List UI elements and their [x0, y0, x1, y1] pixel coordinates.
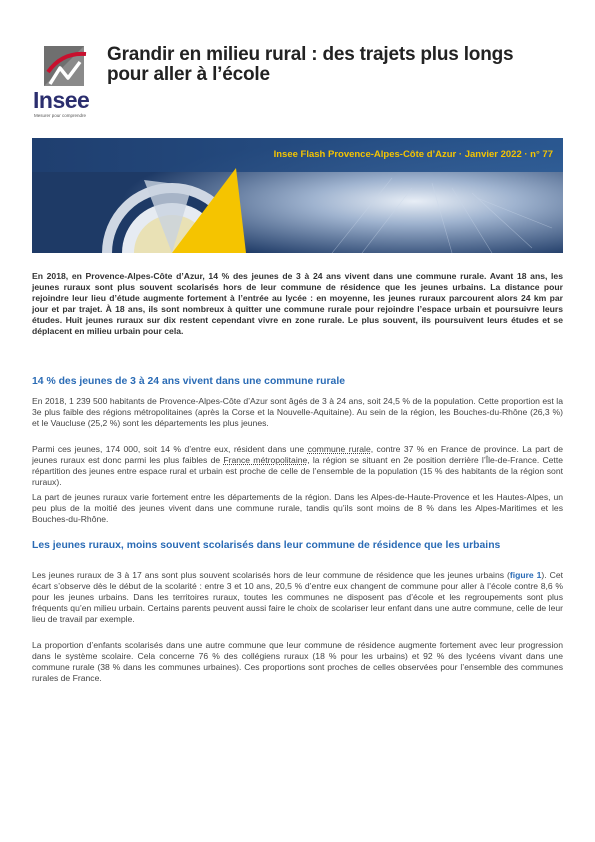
text: Parmi ces jeunes, 174 000, soit 14 % d’entre eux, résident dans une: [32, 444, 308, 454]
paragraph: La part de jeunes ruraux varie fortement entre les départements de la région. Dans les Alpes-de-Haute-Provence et les Hautes-Alpes, un peu plus de la moitié des jeunes vivent dans une commune rurale, tandis qu’ils sont moins de 8 % dans les Alpes-Maritimes et les Bouches-du-Rhône.: [32, 492, 563, 524]
text: , la région se situant en 2e position derrière l’Île-de-France. Cette répartition des jeunes entre espace rural et urbain est proche de celle de l’ensemble de la population (15 % des habitants de la région sont ruraux).: [32, 455, 563, 487]
commune-rurale-link[interactable]: commune rurale: [307, 444, 371, 454]
insee-logo-icon: [40, 42, 90, 90]
text: Les jeunes ruraux de 3 à 17 ans sont plus souvent scolarisés hors de leur commune de résidence que les jeunes urbains (: [32, 570, 510, 580]
france-metropolitaine-link[interactable]: France métropolitaine: [223, 455, 308, 465]
section-heading-schooling: Les jeunes ruraux, moins souvent scolarisés dans leur commune de résidence que les urbains: [32, 540, 501, 551]
insee-logo: [33, 42, 95, 116]
figure-1-link[interactable]: figure 1: [509, 570, 542, 580]
header-banner: [32, 138, 563, 253]
paragraph: La proportion d’enfants scolarisés dans une autre commune que leur commune de résidence augmente fortement avec leur progression dans le système scolaire. Cela concerne 76 % des collégiens ruraux (18 % pour les urbains) et 92 % des lycéens vivant dans une commune rurale (38 % dans les communes urbaines). Ces proportions sont proches de celles observées pour l’ensemble des communes rurales de France.: [32, 640, 563, 683]
paragraph: [32, 444, 563, 488]
lead-paragraph: En 2018, en Provence-Alpes-Côte d’Azur, 14 % des jeunes de 3 à 24 ans vivent dans une commune rurale. Avant 18 ans, les jeunes ruraux sont plus souvent scolarisés hors de leur commune de résidence que les jeunes urbains. La distance pour rejoindre leur lieu d’étude augmente fortement à l’entrée au lycée : en moyenne, les jeunes ruraux parcourent alors 24 km par jour et par trajet. À 18 ans, ils sont nombreux à quitter une commune rurale pour rejoindre l’espace urbain et poursuivre leurs études. Huit jeunes ruraux sur dix restent cependant vivre en zone rurale. Le plus souvent, ils poursuivent leurs études et se déplacent en milieu urbain pour cela.: [32, 271, 563, 336]
paragraph: En 2018, 1 239 500 habitants de Provence-Alpes-Côte d’Azur sont âgés de 3 à 24 ans, soit 24,5 % de la population. Cette proportion est la 3e plus faible des régions métropolitaines (après la Corse et la Nouvelle-Aquitaine). Au sein de la région, les Bouches-du-Rhône (26,3 %) et le Vaucluse (25,2 %) sont les départements les plus jeunes.: [32, 396, 563, 428]
logo-wordmark: Insee: [33, 87, 90, 113]
text: , contre 37 % en France de province. La part de jeunes ruraux est donc parmi les plus faibles de: [32, 444, 563, 465]
publication-reference: Insee Flash Provence-Alpes-Côte d’Azur · Janvier 2022 · n° 77: [273, 149, 553, 160]
text: ). Cet écart s’observe dès le début de la scolarité : entre 3 et 10 ans, 20,5 % d’entre eux changent de commune pour aller à l’école contre 8,6 % pour les jeunes urbains. Dans les territoires ruraux, toutes les communes ne disposent pas d’école et les regroupements sont plus fréquents qu’en milieu urbain. Certains parents peuvent aussi faire le choix de scolariser leur enfant dans une autre commune, celle de leur lieu de travail par exemple.: [32, 570, 563, 624]
logo-tagline: Mesurer pour comprendre: [34, 113, 87, 118]
section-heading-rural-youth: 14 % des jeunes de 3 à 24 ans vivent dans une commune rurale: [32, 376, 346, 387]
paragraph: [32, 570, 563, 625]
page-title: Grandir en milieu rural : des trajets plus longs pour aller à l’école: [107, 44, 514, 85]
